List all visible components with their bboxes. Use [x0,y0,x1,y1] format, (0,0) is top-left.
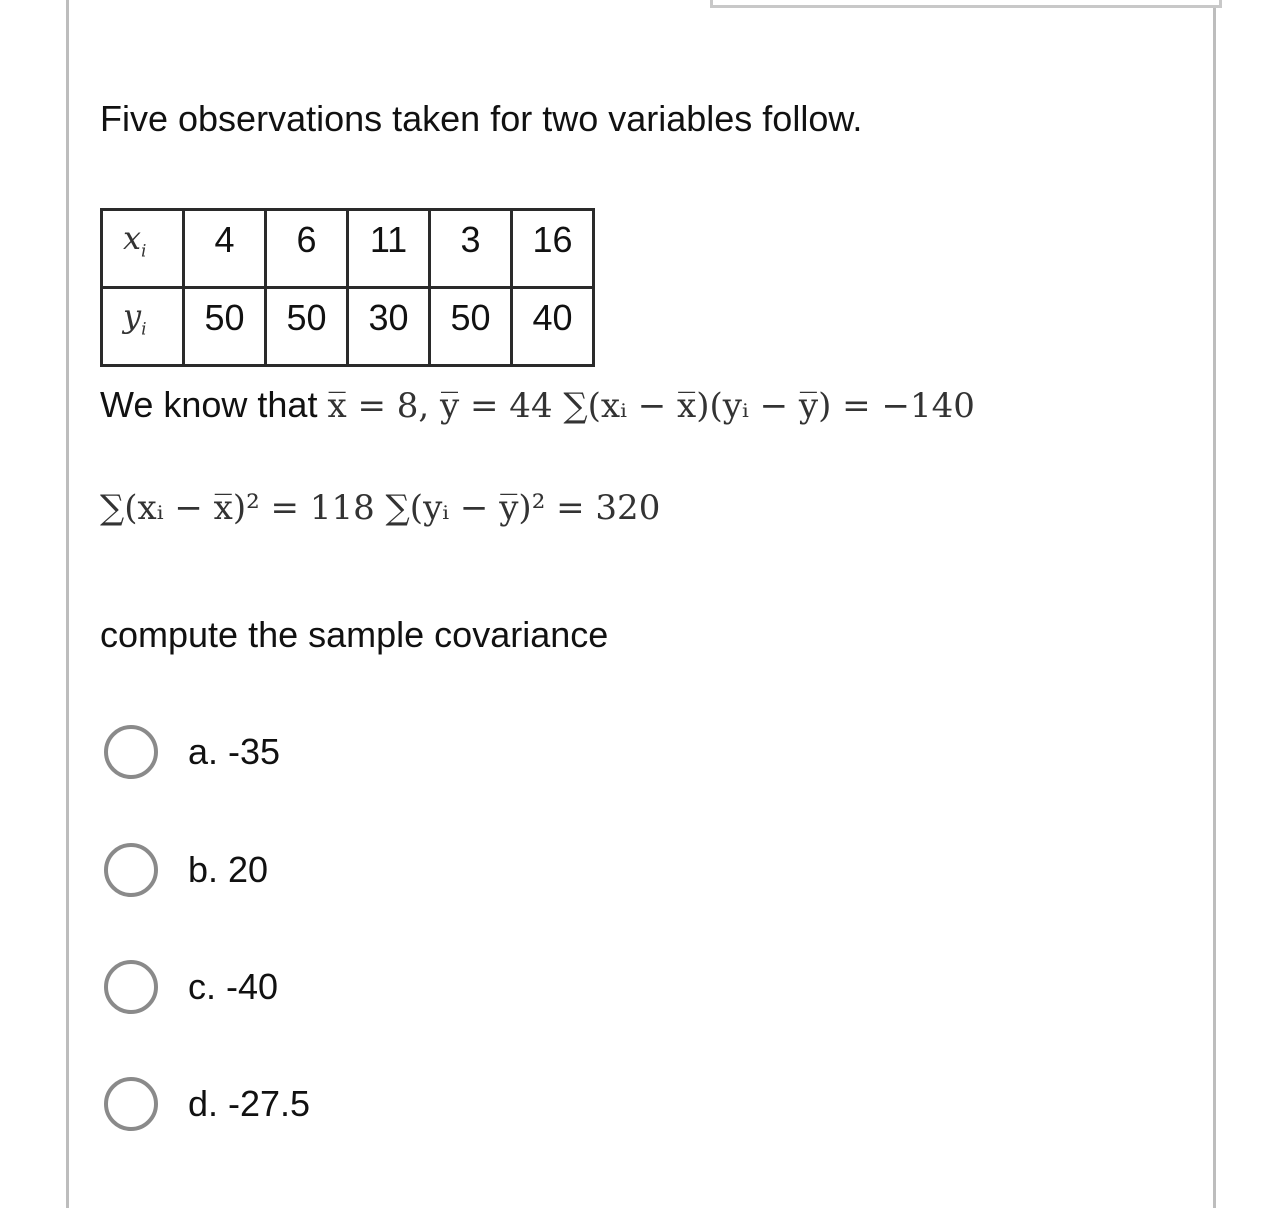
option-label[interactable]: c. -40 [188,966,279,1007]
known-lead-text: We know that [100,384,318,425]
formula-means-and-cross-sum: x̅ = 8, y̅ = 44 ∑(xᵢ − x̅)(yᵢ − y̅) = −140 [327,386,975,426]
y-subscript: i [141,319,147,340]
y-value-cell: 40 [512,288,594,366]
observations-table [100,208,595,367]
option-label[interactable]: b. 20 [188,849,269,890]
y-label: y [123,297,142,335]
formula-sums-of-squares: ∑(xᵢ − x̅)² = 118 ∑(yᵢ − y̅)² = 320 [100,488,661,528]
question-panel [66,0,1216,1208]
top-input-box[interactable] [710,0,1222,8]
known-values-line [100,384,975,426]
option-label[interactable]: d. -27.5 [188,1083,311,1124]
option-c[interactable] [104,957,278,1017]
radio-button[interactable] [104,843,158,897]
table-row-x [102,210,594,288]
instruction-text: compute the sample covariance [100,614,609,655]
radio-button[interactable] [104,725,158,779]
radio-button[interactable] [104,1077,158,1131]
x-value-cell: 6 [266,210,348,288]
x-subscript: i [141,241,147,262]
x-value-cell: 4 [184,210,266,288]
y-value-cell: 50 [266,288,348,366]
option-a[interactable] [104,722,280,782]
y-value-cell: 50 [430,288,512,366]
x-value-cell: 11 [348,210,430,288]
x-label: x [123,219,142,257]
x-header-cell [102,210,184,288]
option-d[interactable] [104,1074,310,1134]
option-b[interactable] [104,840,268,900]
table-row-y [102,288,594,366]
radio-button[interactable] [104,960,158,1014]
y-header-cell [102,288,184,366]
question-prompt: Five observations taken for two variables follow. [100,98,863,139]
x-value-cell: 3 [430,210,512,288]
x-value-cell: 16 [512,210,594,288]
y-value-cell: 30 [348,288,430,366]
y-value-cell: 50 [184,288,266,366]
option-label[interactable]: a. -35 [188,731,281,772]
